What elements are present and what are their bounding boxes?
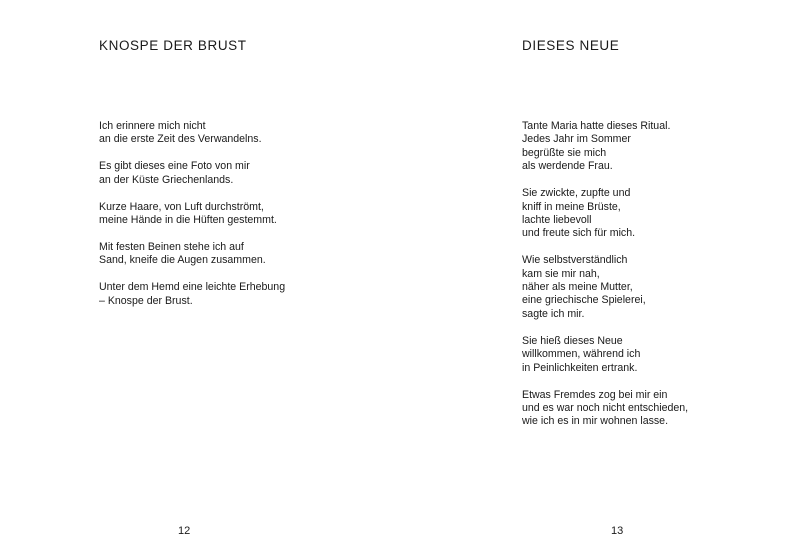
poem-line: Etwas Fremdes zog bei mir ein [522, 388, 668, 401]
poem-line: wie ich es in mir wohnen lasse. [522, 415, 669, 428]
poem-line: als werdende Frau. [522, 160, 613, 173]
poem-body [99, 120, 285, 322]
stanza [522, 187, 688, 241]
poem-line: näher als meine Mutter, [522, 281, 633, 294]
page-number: 12 [178, 525, 191, 537]
poem-line: Mit festen Beinen stehe ich auf [99, 240, 244, 253]
poem-line: sagte ich mir. [522, 307, 585, 320]
poem-line: Es gibt dieses eine Foto von mir [99, 160, 250, 173]
poem-line: eine griechische Spielerei, [522, 294, 646, 307]
poem-line: an die erste Zeit des Verwandelns. [99, 133, 262, 146]
poem-line: und freute sich für mich. [522, 227, 636, 240]
poem-body [522, 120, 688, 442]
right-page [400, 0, 800, 555]
stanza [99, 160, 285, 187]
poem-line: lachte liebevoll [522, 213, 592, 226]
stanza [99, 241, 285, 268]
poem-line: Ich erinnere mich nicht [99, 120, 206, 132]
stanza [522, 254, 688, 321]
poem-line: und es war noch nicht entschieden, [522, 401, 689, 414]
poem-line: willkommen, während ich [522, 348, 641, 361]
poem-line: Sie hieß dieses Neue [522, 334, 623, 347]
poem-line: – Knospe der Brust. [99, 294, 193, 307]
poem-line: Sand, kneife die Augen zusammen. [99, 254, 266, 267]
poem-line: Sie zwickte, zupfte und [522, 187, 631, 200]
poem-title: KNOSPE DER BRUST [99, 38, 247, 53]
stanza [522, 335, 688, 375]
stanza [99, 281, 285, 308]
page-number: 13 [611, 525, 624, 537]
poem-line: Kurze Haare, von Luft durchströmt, [99, 200, 264, 213]
poem-line: kam sie mir nah, [522, 267, 600, 280]
poem-line: in Peinlichkeiten ertrank. [522, 361, 638, 374]
poem-line: meine Hände in die Hüften gestemmt. [99, 214, 277, 227]
stanza [99, 201, 285, 228]
stanza [99, 120, 285, 147]
poem-title: DIESES NEUE [522, 38, 620, 53]
poem-line: kniff in meine Brüste, [522, 200, 621, 213]
poem-line: Wie selbstverständlich [522, 254, 628, 267]
poem-line: an der Küste Griechenlands. [99, 173, 234, 186]
poem-line: begrüßte sie mich [522, 146, 607, 159]
poem-line: Jedes Jahr im Sommer [522, 133, 631, 146]
stanza [522, 389, 688, 429]
poem-line: Unter dem Hemd eine leichte Erhebung [99, 281, 286, 294]
poem-line: Tante Maria hatte dieses Ritual. [522, 120, 671, 132]
stanza [522, 120, 688, 174]
